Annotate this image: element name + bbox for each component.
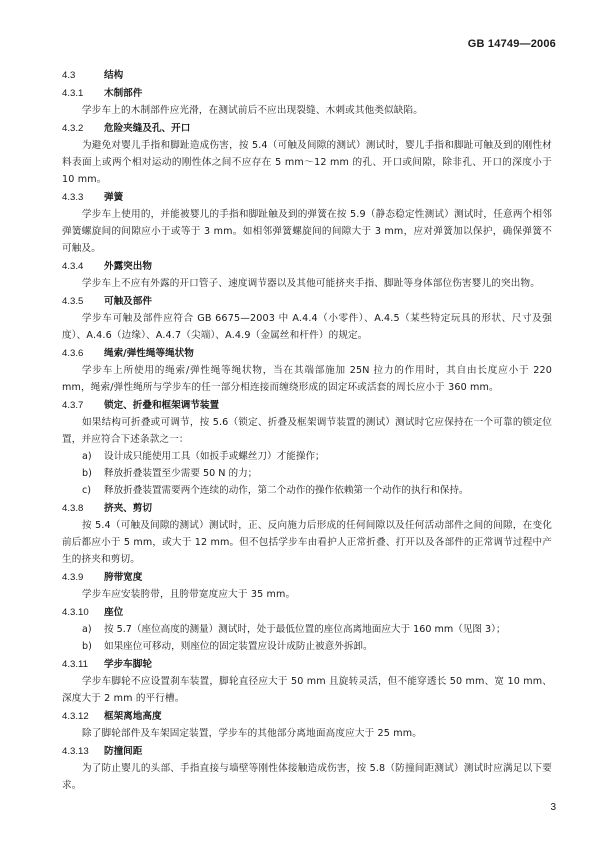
paragraph: 学步车脚轮不应设置刹车装置，脚轮直径应大于 50 mm 且旋转灵活，但不能穿透长 50 mm、宽 10 mm、深度大于 2 mm 的平行槽。: [62, 676, 552, 704]
section-title: 学步车脚轮: [104, 659, 152, 670]
list-item-label: a): [82, 624, 92, 635]
section-number: 4.3.6: [62, 348, 84, 359]
section-heading: [62, 67, 552, 84]
paragraph: 除了脚轮部件及车架固定装置，学步车的其他部分离地面高度应大于 25 mm。: [82, 728, 422, 739]
section-title: 框架离地高度: [104, 711, 162, 722]
section-number: 4.3.4: [62, 261, 84, 272]
list-item-label: a): [82, 451, 92, 462]
section-number: 4.3.8: [62, 503, 84, 514]
section-number: 4.3: [62, 70, 76, 81]
list-item: [62, 621, 552, 638]
list-item-label: b): [82, 641, 92, 652]
list-item-label: c): [82, 485, 92, 496]
section-heading: [62, 708, 552, 725]
section-number: 4.3.2: [62, 123, 84, 134]
section-number: 4.3.10: [62, 607, 89, 618]
section-number: 4.3.11: [62, 659, 88, 670]
document-body: [62, 66, 552, 794]
section-number: 4.3.1: [62, 88, 84, 99]
list-item-text: 释放折叠装置需要两个连续的动作，第二个动作的操作依赖第一个动作的执行和保持。: [104, 485, 469, 496]
section-number: 4.3.3: [62, 192, 84, 203]
section-title: 防撞间距: [104, 746, 143, 757]
section-heading: [62, 189, 552, 206]
section-heading: [62, 656, 552, 673]
section-heading: [62, 743, 552, 760]
section-heading: [62, 500, 552, 517]
list-item: [62, 482, 552, 499]
section-title: 结构: [104, 70, 124, 81]
list-item-text: 设计成只能使用工具（如扳手或螺丝刀）才能操作；: [104, 451, 325, 462]
list-item: [62, 465, 552, 482]
paragraph: 学步车上所使用的绳索/弹性绳等绳状物，当在其端部施加 25N 拉力的作用时，其自由长度应小于 220 mm，绳索/弹性绳所与学步车的任一部分相连接而缠绕形成的固定环或活套的周长应小于 360 mm。: [62, 365, 552, 393]
section-number: 4.3.7: [62, 400, 84, 411]
section-title: 木制部件: [104, 88, 143, 99]
section-heading: [62, 258, 552, 275]
list-item-text: 按 5.7（座位高度的测量）测试时，处于最低位置的座位高离地面应大于 160 mm（见图 3）；: [104, 624, 506, 635]
section-heading: [62, 85, 552, 102]
section-heading: [62, 397, 552, 414]
paragraph: 学步车上使用的，并能被婴儿的手指和脚趾触及到的弹簧在按 5.9（静态稳定性测试）测试时，任意两个相邻弹簧螺旋间的间隙应小于或等于 3 mm。如相邻弹簧螺旋间的间隙大于 3 mm，应对弹簧加以保护，确保弹簧不可触及。: [62, 209, 552, 254]
section-title: 弹簧: [104, 192, 124, 203]
section-number: 4.3.9: [62, 572, 84, 583]
list-item: [62, 638, 552, 655]
section-number: 4.3.13: [62, 746, 89, 757]
paragraph: 为避免对婴儿手指和脚趾造成伤害，按 5.4（可触及间隙的测试）测试时，婴儿手指和脚趾可触及到的刚性材料表面上或两个相对运动的刚性体之间不应存在 5 mm～12 mm 的孔、开口或间隙，除非孔、开口的深度小于 10 mm。: [62, 140, 552, 185]
section-title: 座位: [104, 607, 124, 618]
list-item-text: 释放折叠装置至少需要 50 N 的力；: [104, 468, 258, 479]
list-item: [62, 448, 552, 465]
page-number: 3: [550, 802, 556, 813]
paragraph: 如果结构可折叠或可调节，按 5.6（锁定、折叠及框架调节装置的测试）测试时它应保持在一个可靠的锁定位置，并应符合下述条款之一：: [62, 417, 552, 445]
section-heading: [62, 120, 552, 137]
section-title: 外露突出物: [104, 261, 152, 272]
paragraph: 学步车应安装胯带，且胯带宽度应大于 35 mm。: [82, 589, 296, 600]
section-title: 绳索/弹性绳等绳状物: [104, 348, 194, 359]
paragraph: 按 5.4（可触及间隙的测试）测试时，正、反向施力后形成的任何间隙以及任何活动部件之间的间隙，在变化前后都应小于 5 mm，或大于 12 mm。但不包括学步车由看护人正常折叠、打开以及各部件的正常调节过程中产生的挤夹和剪切。: [62, 520, 552, 565]
paragraph: 学步车上的木制部件应光滑，在测试前后不应出现裂缝、木刺或其他类似缺陷。: [82, 105, 424, 116]
list-item-label: b): [82, 468, 92, 479]
section-title: 危险夹缝及孔、开口: [104, 123, 191, 134]
paragraph: 为了防止婴儿的头部、手指直接与墙壁等刚性体接触造成伤害，按 5.8（防撞间距测试）测试时应满足以下要求。: [62, 763, 552, 791]
standard-code-header: GB 14749—2006: [467, 38, 556, 50]
section-number: 4.3.5: [62, 296, 84, 307]
section-heading: [62, 345, 552, 362]
paragraph: 学步车可触及部件应符合 GB 6675—2003 中 A.4.4（小零件）、A.4.5（某些特定玩具的形状、尺寸及强度）、A.4.6（边缘）、A.4.7（尖端）、A.4.9（金属丝和杆件）的规定。: [62, 313, 552, 341]
section-heading: [62, 293, 552, 310]
section-title: 可触及部件: [104, 296, 152, 307]
section-heading: [62, 569, 552, 586]
section-title: 胯带宽度: [104, 572, 143, 583]
section-title: 锁定、折叠和框架调节装置: [104, 400, 220, 411]
section-title: 挤夹、剪切: [104, 503, 152, 514]
list-item-text: 如果座位可移动，则座位的固定装置应设计成防止被意外拆卸。: [104, 641, 373, 652]
section-heading: [62, 604, 552, 621]
section-number: 4.3.12: [62, 711, 89, 722]
paragraph: 学步车上不应有外露的开口管子、速度调节器以及其他可能挤夹手指、脚趾等身体部位伤害婴儿的突出物。: [82, 278, 540, 289]
